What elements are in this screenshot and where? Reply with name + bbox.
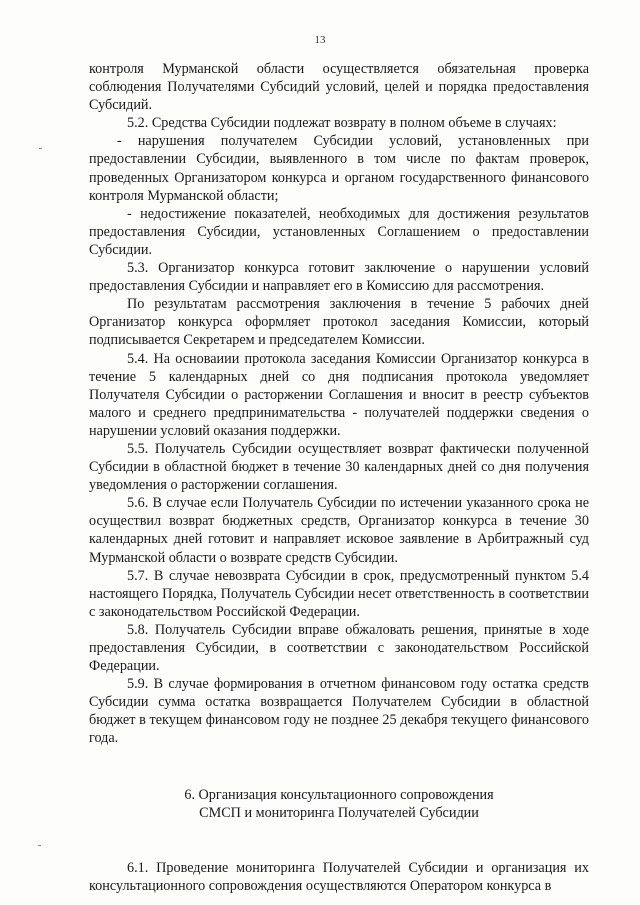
scan-artifact (38, 845, 41, 846)
document-body (89, 60, 589, 895)
paragraph-5-2-item-2: - недостижение показателей, необходимых для достижения результатов предоставления Субсидии, установленных Соглашением о предоставлении Субсидии. (89, 205, 589, 258)
paragraph-5-8: 5.8. Получатель Субсидии вправе обжаловать решения, принятые в ходе предоставления Субсидии, в соответствии с законодательством Российской Федерации. (89, 621, 589, 675)
section-heading (89, 786, 589, 823)
scan-artifact (39, 148, 42, 149)
section-heading-line-1: 6. Организация консультационного сопровождения (184, 786, 494, 803)
paragraph-5-7: 5.7. В случае невозврата Субсидии в срок, предусмотренный пунктом 5.4 настоящего Порядка, Получатель Субсидии несет ответственность в соответствии с законодательством Российской Федерации. (89, 567, 589, 620)
paragraph-5-3: 5.3. Организатор конкурса готовит заключение о нарушении условий предоставления Субсидии и направляет его в Комиссию для рассмотрения. (89, 260, 589, 295)
paragraph-continuation: контроля Мурманской области осуществляется обязательная проверка соблюдения Получателями Субсидий условий, целей и порядка предоставления Субсидий. (89, 61, 589, 114)
paragraph-5-2: 5.2. Средства Субсидии подлежат возврату в полном объеме в случаях: (127, 115, 557, 132)
paragraph-5-6: 5.6. В случае если Получатель Субсидии по истечении указанного срока не осуществил возврат бюджетных средств, Организатор конкурса в течение 30 календарных дней готовит и направляет исковое заявление в Арбитражный суд Мурманской области о возврате средств Субсидии. (89, 495, 589, 566)
paragraph-5-3-continued: По результатам рассмотрения заключения в течение 5 рабочих дней Организатор конкурса оформляет протокол заседания Комиссии, который подписывается Секретарем и председателем Комиссии. (89, 296, 589, 349)
page-number: 13 (314, 34, 326, 46)
paragraph-5-5: 5.5. Получатель Субсидии осуществляет возврат фактически полученной Субсидии в областной бюджет в течение 30 календарных дней со дня получения уведомления о расторжении соглашения. (89, 440, 589, 494)
paragraph-5-4: 5.4. На основаиии протокола заседания Комиссии Организатор конкурса в течение 5 календарных дней со дня подписания протокола уведомляет Получателя Субсидии о расторжении Соглашения и вносит в реестр субъектов малого и среднего предпринимательства - получателей поддержки сведения о нарушении условий оказания поддержки. (89, 350, 589, 439)
paragraph-6-1: 6.1. Проведение мониторинга Получателей Субсидии и организация их консультационного сопровождения осуществляются Оператором конкурса в (89, 859, 589, 894)
paragraph-5-9: 5.9. В случае формирования в отчетном финансовом году остатка средств Субсидии сумма остатка возвращается Получателем Субсидии в областной бюджет в текущем финансовом году не позднее 25 декабря текущего финансового года. (89, 676, 589, 747)
section-heading-line-2: СМСП и мониторинга Получателей Субсидии (199, 805, 479, 822)
paragraph-5-2-item-1: - нарушения получателем Субсидии условий, установленных при предоставлении Субсидии, выявленного в том числе по фактам проверок, проведенных Организатором конкурса и органом государственного финансового контроля Мурманской области; (89, 133, 589, 204)
